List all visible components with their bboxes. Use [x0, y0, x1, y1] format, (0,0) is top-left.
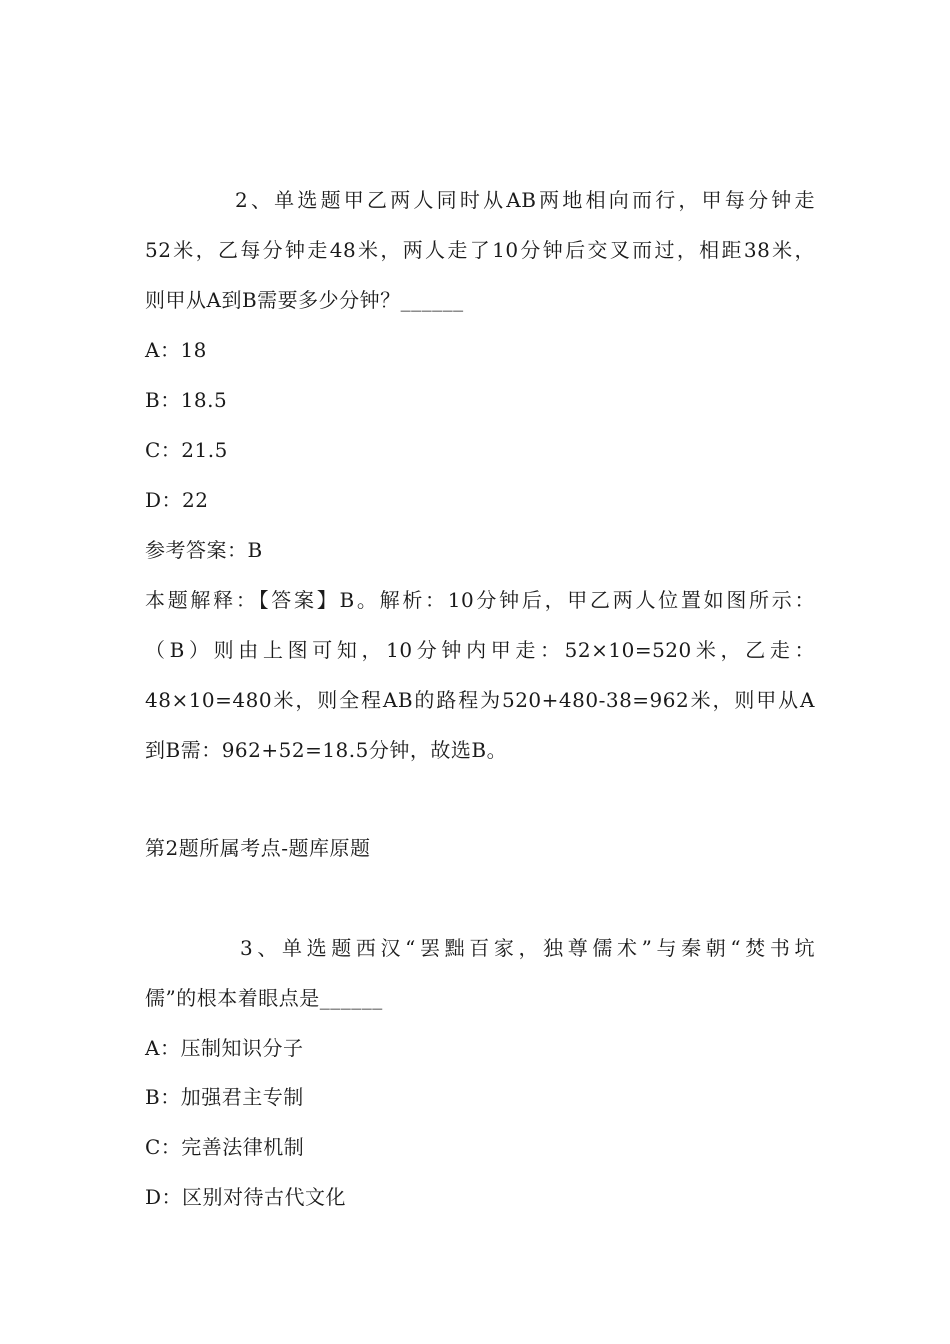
- question-3-option-b: B：加强君主专制: [145, 1085, 304, 1109]
- question-2-explanation-line-2: （B）则由上图可知，10分钟内甲走：52×10=520米，乙走：: [145, 638, 815, 662]
- question-3-option-d: D：区别对待古代文化: [145, 1185, 347, 1209]
- question-2-option-c: C：21.5: [145, 438, 228, 462]
- question-2-source: 第2题所属考点-题库原题: [145, 836, 371, 860]
- question-2-explanation-line-3: 48×10=480米，则全程AB的路程为520+480-38=962米，则甲从A: [145, 688, 815, 712]
- question-3-stem-line-1: 3、单选题西汉“罢黜百家，独尊儒术”与秦朝“焚书坑: [240, 936, 815, 960]
- question-2-stem-line-2: 52米，乙每分钟走48米，两人走了10分钟后交叉而过，相距38米，: [145, 238, 815, 262]
- question-2-explanation-line-4: 到B需：962+52=18.5分钟，故选B。: [145, 738, 508, 762]
- question-2-option-a: A：18: [145, 338, 207, 362]
- question-2-option-b: B：18.5: [145, 388, 228, 412]
- question-2-stem-line-3: 则甲从A到B需要多少分钟？______: [145, 288, 464, 312]
- question-2-stem-line-1: 2、单选题甲乙两人同时从AB两地相向而行，甲每分钟走: [235, 188, 815, 212]
- question-2-explanation-line-1: 本题解释：【答案】B。解析：10分钟后，甲乙两人位置如图所示：: [145, 588, 815, 612]
- question-3-option-a: A：压制知识分子: [145, 1036, 304, 1060]
- question-2-answer: 参考答案：B: [145, 538, 263, 562]
- question-3-stem-line-2: 儒”的根本着眼点是______: [145, 986, 383, 1010]
- question-2-option-d: D：22: [145, 488, 209, 512]
- question-3-option-c: C：完善法律机制: [145, 1135, 305, 1159]
